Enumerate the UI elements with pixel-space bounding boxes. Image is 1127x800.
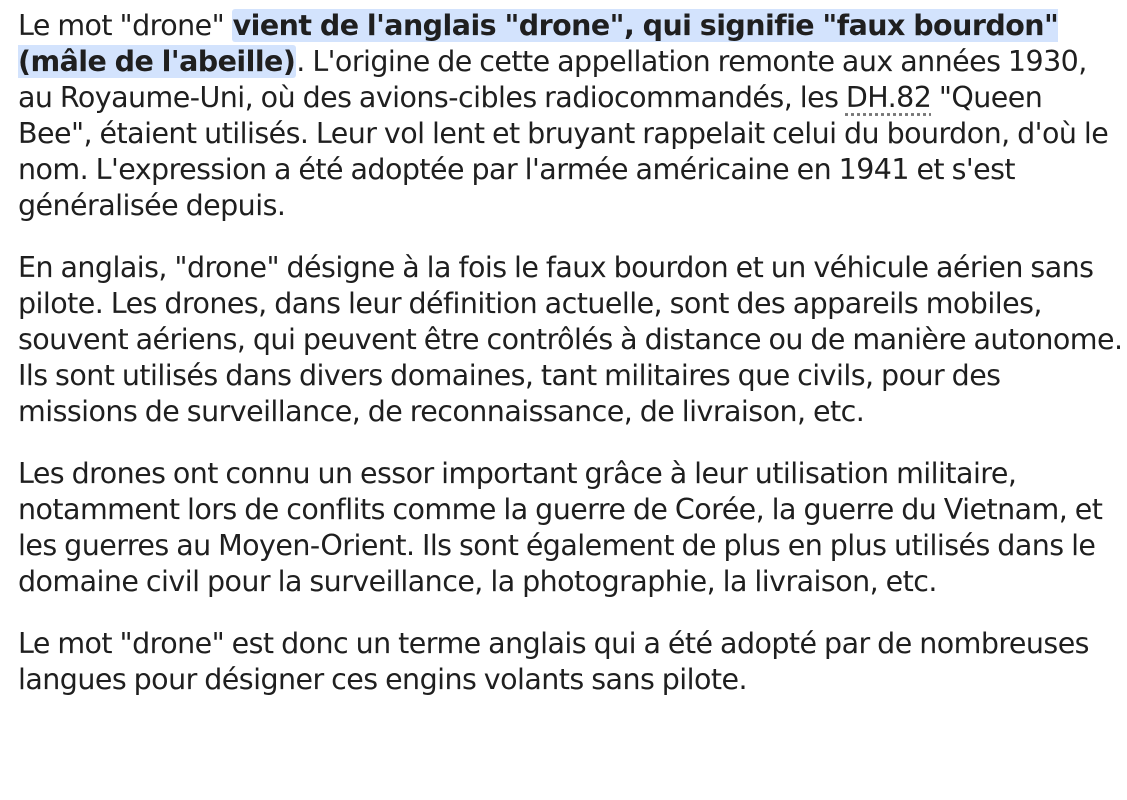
paragraph-definition: En anglais, "drone" désigne à la fois le faux bourdon et un véhicule aérien sans pilote. Les drones, dans leur définition actuelle, sont des appareils mobiles, souvent aériens, qui peuvent être contrôlés à distance ou de manière autonome. Ils sont utilisés dans divers domaines, tant militaires que civils, pour des missions de surveillance, de reconnaissance, de livraison, etc. xyxy=(18,251,1123,428)
paragraph-growth: Les drones ont connu un essor important grâce à leur utilisation militaire, notamment lors de conflits comme la guerre de Corée, la guerre du Vietnam, et les guerres au Moyen-Orient. Ils sont également de plus en plus utilisés dans le domaine civil pour la surveillance, la photographie, la livraison, etc. xyxy=(18,457,1103,598)
paragraph-conclusion: Le mot "drone" est donc un terme anglais qui a été adopté par de nombreuses langues pour désigner ces engins volants sans pilote. xyxy=(18,627,1089,696)
paragraph-origin-lead: Le mot "drone" xyxy=(18,9,232,42)
dh82-term-link[interactable]: DH.82 xyxy=(845,81,932,114)
response-text xyxy=(18,8,1123,724)
paragraph-origin-continuation: . L'origine de cette appellation remonte aux années 1930, au Royaume-Uni, où des avions-cibles radiocommandés, les xyxy=(18,45,1087,114)
paragraph-origin-end: "Queen Bee", étaient utilisés. Leur vol lent et bruyant rappelait celui du bourdon, d'où le nom. L'expression a été adoptée par l'armée américaine en 1941 et s'est généralisée depuis. xyxy=(18,81,1109,222)
highlighted-text-selection[interactable]: vient de l'anglais "drone", qui signifie "faux bourdon" (mâle de l'abeille) xyxy=(18,9,1059,78)
paragraph-origin xyxy=(18,8,1123,224)
